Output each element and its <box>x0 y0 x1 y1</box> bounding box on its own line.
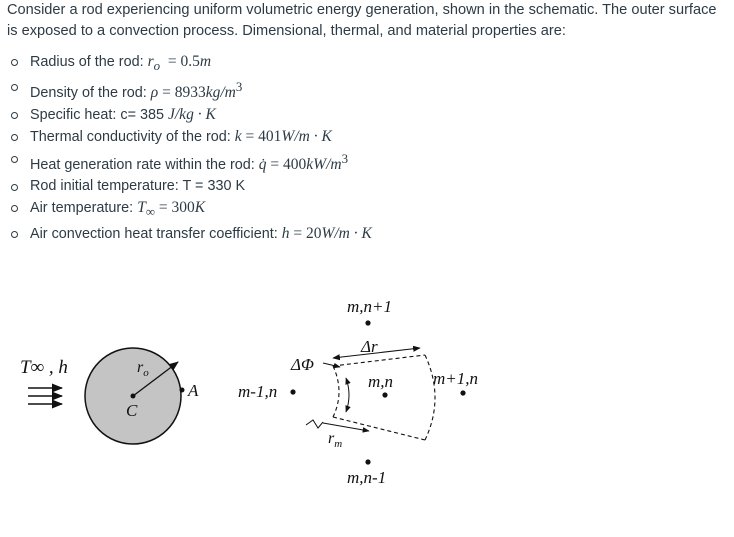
radius-label: $r_o$ <box>137 359 149 379</box>
delta-phi-arrow <box>323 363 340 367</box>
point-a-label: A <box>188 381 199 400</box>
center-label: C <box>126 401 138 420</box>
angle-arc <box>346 378 349 412</box>
node-center-point <box>382 392 387 397</box>
property-label: Air temperature: <box>30 200 134 217</box>
flow-arrows <box>28 388 62 404</box>
node-center-label: m,n <box>368 372 394 391</box>
surface-point-a <box>180 388 185 393</box>
node-left-point <box>290 389 295 394</box>
property-label: Air convection heat transfer coefficient: <box>30 225 278 242</box>
property-air-temperature: Air temperature: $T_\infty = 300K$ <box>10 197 372 222</box>
property-radius: Radius of the rod: $r_o = 0.5m$ <box>10 51 372 76</box>
node-top-point <box>365 320 370 325</box>
property-label: Heat generation rate within the rod: <box>30 157 255 174</box>
property-convection-coefficient: Air convection heat transfer coefficient: h = 20W/m · K <box>10 223 372 245</box>
property-label: Rod initial temperature: T = 330 K <box>30 178 246 195</box>
node-top-label: m,n+1 <box>347 297 392 316</box>
node-right-label: m+1,n <box>433 369 478 388</box>
property-generation-rate: Heat generation rate within the rod: q̇ = $400kW/m^3$ <box>10 148 372 176</box>
delta-r-label: Δr <box>361 337 378 356</box>
property-specific-heat: Specific heat: c= 385 J/kg · K <box>10 104 372 126</box>
problem-intro: Consider a rod experiencing uniform volumetric energy generation, shown in the schematic. The outer surface is exposed to a convection process. Dimensional, thermal, and material properties are: <box>7 2 717 39</box>
center-point <box>131 394 136 399</box>
node-right-point <box>460 390 465 395</box>
node-bottom-point <box>365 459 370 464</box>
delta-phi-label: ΔΦ <box>291 355 314 374</box>
property-conductivity: Thermal conductivity of the rod: k = 401W/m · K <box>10 126 372 148</box>
node-bottom-label: m,n-1 <box>347 468 387 487</box>
rm-break-mark <box>306 420 323 428</box>
property-density: Density of the rod: $\rho = 8933kg/m^3$ <box>10 76 372 104</box>
rm-label: $r_m$ <box>328 430 343 450</box>
property-label: Density of the rod: <box>30 85 147 102</box>
flow-label: T∞ , h <box>20 357 68 378</box>
node-left-label: m-1,n <box>238 382 278 401</box>
property-label: Thermal conductivity of the rod: <box>30 129 231 146</box>
property-label: Specific heat: c= 385 <box>30 107 164 124</box>
property-label: Radius of the rod: <box>30 54 144 70</box>
